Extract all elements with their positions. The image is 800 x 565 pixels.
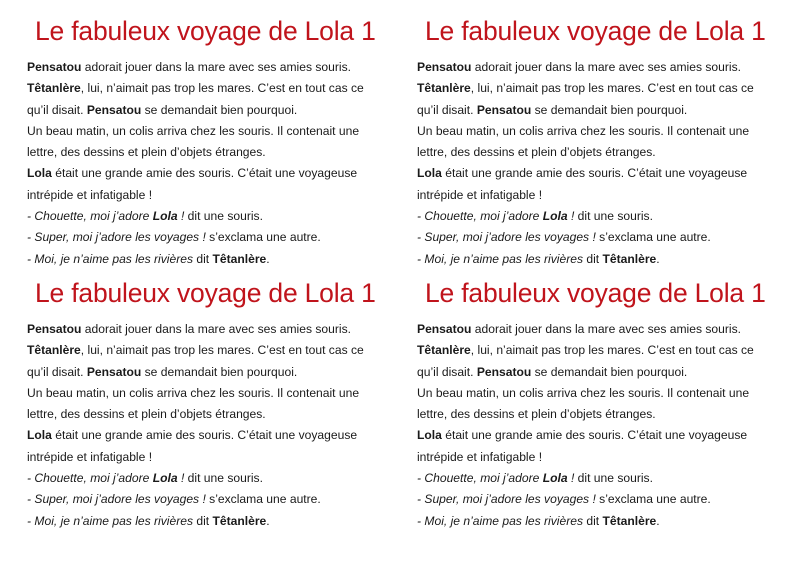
story-line-1 [417,57,777,78]
story-text: , lui, n’aimait pas trop les mares. C’est en tout cas ce [470,343,754,358]
story-text: adorait jouer dans la mare avec ses amies souris. [81,60,351,74]
story-text: s’exclama une autre. [205,492,321,507]
story-line-3 [27,100,387,121]
dialogue-text: - Super, moi j’adore les voyages ! [27,492,206,507]
dialogue-text: ! [177,471,185,486]
story-text: s’exclama une autre. [205,230,321,245]
story-line-3 [417,362,777,383]
story-card-top-left [27,14,387,270]
character-name: Pensatou [476,364,532,379]
dialogue-text: - Moi, je n’aime pas les rivières [27,251,194,266]
story-line-5: lettre, des dessins et plein d’objets étranges. [27,407,266,422]
story-line-6 [27,163,387,184]
character-name: Têtanlère [602,513,657,528]
story-text: , lui, n’aimait pas trop les mares. C’est en tout cas ce [80,81,364,96]
story-card-bottom-left [27,276,387,532]
story-text: était une grande amie des souris. C’était une voyageuse [441,166,748,181]
story-line-5: lettre, des dessins et plein d’objets étranges. [27,145,266,160]
dialogue-text: - Moi, je n’aime pas les rivières [27,513,194,528]
character-name: Têtanlère [417,81,471,96]
story-line-7: intrépide et infatigable ! [417,187,543,202]
story-line-1 [27,319,387,340]
story-line-8 [27,468,387,489]
character-name: Têtanlère [417,343,471,358]
dialogue-text: - Chouette, moi j’adore [27,209,153,224]
story-line-7: intrépide et infatigable ! [417,449,543,464]
story-line-9 [27,227,387,248]
character-name: Pensatou [417,60,472,74]
story-line-10 [417,511,777,532]
story-line-4: Un beau matin, un colis arriva chez les souris. Il contenait une [417,385,750,400]
character-name: Pensatou [27,322,82,336]
story-line-1 [27,57,387,78]
story-line-7: intrépide et infatigable ! [27,449,153,464]
character-name: Têtanlère [212,251,267,266]
story-line-4: Un beau matin, un colis arriva chez les souris. Il contenait une [27,385,360,400]
story-line-5: lettre, des dessins et plein d’objets étranges. [417,407,656,422]
story-text: , lui, n’aimait pas trop les mares. C’est en tout cas ce [470,81,754,96]
story-text: . [266,251,270,266]
story-line-9 [27,489,387,510]
story-line-6 [27,425,387,446]
character-name: Lola [417,166,442,181]
dialogue-text: - Moi, je n’aime pas les rivières [417,513,584,528]
story-card-bottom-right [417,276,777,532]
story-line-5: lettre, des dessins et plein d’objets étranges. [417,145,656,160]
story-text: . [656,251,660,266]
story-text: dit une souris. [574,471,653,486]
story-line-4: Un beau matin, un colis arriva chez les souris. Il contenait une [417,123,750,138]
dialogue-text: - Super, moi j’adore les voyages ! [27,230,206,245]
story-text: adorait jouer dans la mare avec ses amies souris. [81,322,351,336]
story-text: dit une souris. [574,209,653,224]
story-line-10 [27,511,387,532]
story-line-9 [417,489,777,510]
dialogue-text: - Chouette, moi j’adore [417,209,543,224]
story-line-10 [417,249,777,270]
dialogue-text: ! [177,209,185,224]
character-name: Pensatou [86,102,142,117]
story-text: . [266,513,270,528]
dialogue-text: - Moi, je n’aime pas les rivières [417,251,584,266]
character-name: Têtanlère [602,251,657,266]
character-name: Lola [27,428,52,443]
story-text: se demandait bien pourquoi. [531,364,688,379]
story-title: Le fabuleux voyage de Lola 1 [425,16,766,46]
story-text: se demandait bien pourquoi. [531,102,688,117]
story-text: dit [193,251,213,266]
character-name: Têtanlère [27,81,81,96]
character-name: Lola [152,209,178,224]
story-line-2 [417,340,777,361]
dialogue-text: - Super, moi j’adore les voyages ! [417,492,596,507]
story-text: s’exclama une autre. [595,492,711,507]
story-text: adorait jouer dans la mare avec ses amies souris. [471,322,741,336]
character-name: Pensatou [86,364,142,379]
character-name: Lola [27,166,52,181]
story-text: dit [583,251,603,266]
story-line-7: intrépide et infatigable ! [27,187,153,202]
story-line-4: Un beau matin, un colis arriva chez les souris. Il contenait une [27,123,360,138]
story-line-9 [417,227,777,248]
story-text: était une grande amie des souris. C’était une voyageuse [441,428,748,443]
story-text: qu’il disait. [417,102,477,117]
story-line-2 [417,78,777,99]
story-line-6 [417,163,777,184]
character-name: Lola [542,471,568,486]
story-line-8 [417,468,777,489]
story-text: dit [583,513,603,528]
character-name: Têtanlère [212,513,267,528]
story-line-8 [417,206,777,227]
story-line-10 [27,249,387,270]
dialogue-text: - Super, moi j’adore les voyages ! [417,230,596,245]
story-text: qu’il disait. [417,364,477,379]
story-text: adorait jouer dans la mare avec ses amies souris. [471,60,741,74]
story-text: qu’il disait. [27,364,87,379]
dialogue-text: ! [567,471,575,486]
story-line-3 [417,100,777,121]
story-text: dit [193,513,213,528]
story-line-8 [27,206,387,227]
story-text: se demandait bien pourquoi. [141,102,298,117]
character-name: Pensatou [27,60,82,74]
story-line-1 [417,319,777,340]
character-name: Pensatou [417,322,472,336]
story-text: qu’il disait. [27,102,87,117]
story-text: dit une souris. [184,471,263,486]
story-line-6 [417,425,777,446]
character-name: Lola [542,209,568,224]
story-title: Le fabuleux voyage de Lola 1 [35,16,376,46]
dialogue-text: - Chouette, moi j’adore [27,471,153,486]
story-card-top-right [417,14,777,270]
character-name: Têtanlère [27,343,81,358]
story-text: était une grande amie des souris. C’était une voyageuse [51,428,358,443]
story-text: s’exclama une autre. [595,230,711,245]
story-text: dit une souris. [184,209,263,224]
character-name: Lola [417,428,442,443]
story-line-2 [27,340,387,361]
story-text: , lui, n’aimait pas trop les mares. C’est en tout cas ce [80,343,364,358]
story-text: . [656,513,660,528]
story-line-3 [27,362,387,383]
story-text: était une grande amie des souris. C’était une voyageuse [51,166,358,181]
character-name: Pensatou [476,102,532,117]
story-text: se demandait bien pourquoi. [141,364,298,379]
dialogue-text: ! [567,209,575,224]
story-title: Le fabuleux voyage de Lola 1 [35,278,376,308]
story-line-2 [27,78,387,99]
dialogue-text: - Chouette, moi j’adore [417,471,543,486]
character-name: Lola [152,471,178,486]
story-title: Le fabuleux voyage de Lola 1 [425,278,766,308]
